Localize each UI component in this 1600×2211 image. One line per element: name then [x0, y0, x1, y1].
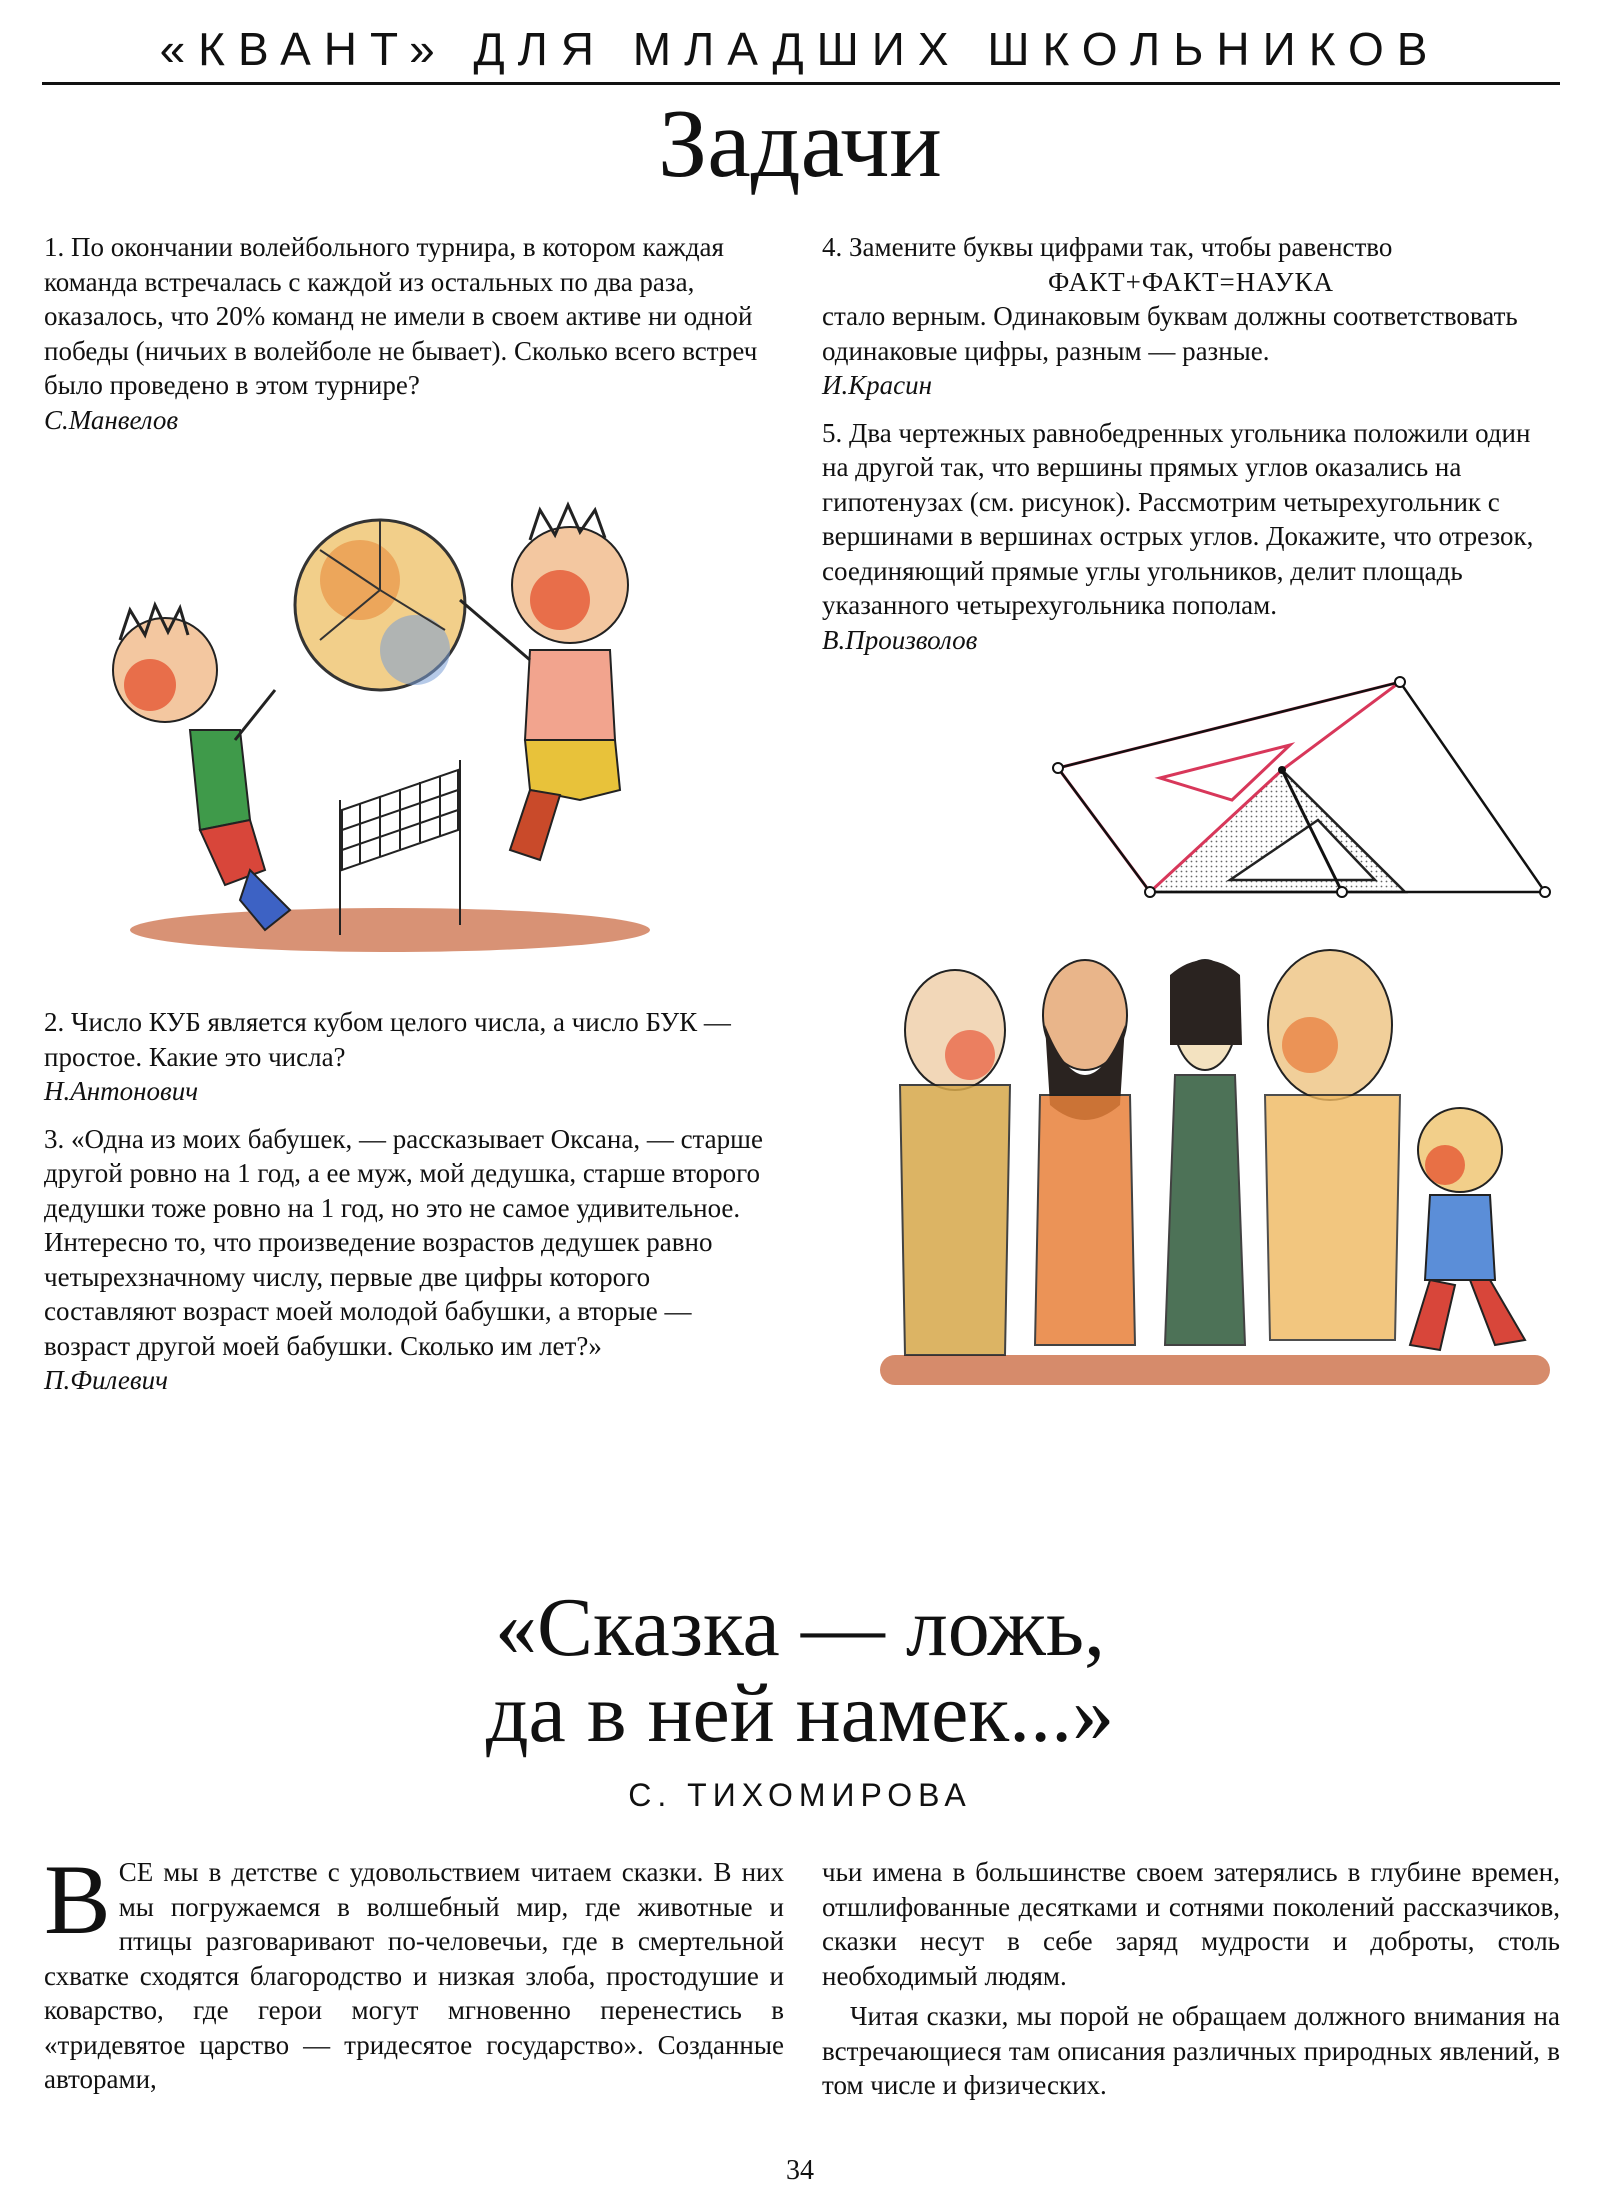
problem-2: [44, 1005, 774, 1109]
gray-set-square: [1150, 770, 1405, 892]
page-number: 34: [786, 2155, 814, 2186]
child-oksana: [1410, 1108, 1525, 1350]
article-paragraph: Читая сказки, мы порой не обращаем должного внимания на встречающиеся там описания различных природных явлений, в том числе и физических.: [822, 2001, 1560, 2100]
problem-author: П.Филевич: [44, 1365, 168, 1395]
problem-text: «Одна из моих бабушек, — рассказывает Оксана, — старше другой ровно на 1 год, а ее муж, мой дедушка, старше второго дедушки тоже ровно на 1 год, но это не самое удивительное. Интересно то, что произведение возрастов дедушек равно четырехзначному числу, первые две цифры которого составляют возраст моей молодой бабушки, а вторые — возраст другой моей бабушки. Сколько им лет?»: [44, 1123, 763, 1361]
vertex-point: [1337, 887, 1347, 897]
article-title: [0, 1581, 1600, 1760]
right-player: [460, 505, 628, 860]
problem-text: Замените буквы цифрами так, чтобы равенство: [849, 232, 1393, 262]
grandmother-2: [1165, 960, 1245, 1345]
vertex-point: [1053, 763, 1063, 773]
grandfather-2: [1265, 950, 1400, 1340]
problem-number: 1.: [44, 232, 65, 262]
family-illustration: [870, 935, 1560, 1410]
problem-number: 4.: [822, 232, 843, 262]
article-column-left: [44, 1844, 784, 2103]
article-paragraph: СЕ мы в детстве с удовольствием читаем сказки. В них мы погружаемся в волшебный мир, где животные и птицы разговаривают по-человечьи, где в смертельной схватке сходятся благородство и низкая злоба, простодушие и коварство, где герои могут мгновенно перенестись в «тридевятое царство — тридесятое государство». Созданные авторами,: [44, 1857, 784, 2094]
header-rule: [42, 82, 1560, 85]
drop-cap: В: [44, 1844, 111, 1955]
problems-2-3: [44, 1005, 774, 1411]
problem-author: Н.Антонович: [44, 1076, 199, 1106]
equation: ФАКТ+ФАКТ=НАУКА: [1048, 266, 1334, 297]
problem-author: И.Красин: [822, 370, 933, 400]
section-title: Задачи: [658, 90, 942, 198]
problem-author: В.Произволов: [822, 624, 978, 655]
running-header: «КВАНТ» ДЛЯ МЛАДШИХ ШКОЛЬНИКОВ: [159, 23, 1441, 75]
problem-text: Два чертежных равнобедренных угольника положили один на другой так, что вершины прямых углов оказались на гипотенузах (см. рисунок). Рассмотрим четырехугольник с вершинами в вершинах острых углов. Докажите, что отрезок, соединяющий прямые углы угольников, делит площадь указанного четырехугольника пополам.: [822, 417, 1534, 620]
article-column-right: [822, 1855, 1560, 2109]
article-author: С. ТИХОМИРОВА: [628, 1777, 972, 1813]
grandmother-1: [900, 970, 1010, 1355]
vertex-point: [1145, 887, 1155, 897]
grandfather-1: [1035, 960, 1135, 1345]
problem-1: [44, 230, 774, 450]
problem-author: С.Манвелов: [44, 404, 179, 435]
problem-number: 3.: [44, 1123, 65, 1154]
ground-shadow: [880, 1355, 1550, 1385]
ball: [295, 520, 465, 690]
vertex-point: [1395, 677, 1405, 687]
quadrilateral: [1058, 682, 1545, 892]
problem-number: 5.: [822, 417, 843, 448]
left-player: [113, 605, 290, 930]
ground-shadow: [130, 908, 650, 952]
set-squares-diagram: [1040, 670, 1560, 910]
vertex-point: [1540, 887, 1550, 897]
article-title-line1: «Сказка — ложь,: [494, 1581, 1106, 1674]
vertex-point: [1278, 766, 1286, 774]
problem-4: [822, 230, 1560, 403]
problem-text: По окончании волейбольного турнира, в котором каждая команда встречалась с каждой из остальных по два раза, оказалось, что 20% команд не имели в своем активе ни одной победы (ничьих в волейболе не бывает). Сколько всего встреч было проведено в этом турнире?: [44, 232, 758, 400]
problem-3: [44, 1122, 774, 1398]
article-paragraph: чьи имена в большинстве своем затерялись в глубине времен, отшлифованные десятками и сотнями поколений рассказчиков, сказки несут в себе заряд мудрости и доброты, столь необходимый людям.: [822, 1857, 1560, 1991]
article-title-line2: да в ней намек...»: [485, 1667, 1115, 1760]
volleyball-illustration: [60, 490, 740, 960]
problem-text-after: стало верным. Одинаковым буквам должны соответствовать одинаковые цифры, разным — разные.: [822, 301, 1518, 366]
problems-4-5: [822, 230, 1560, 670]
problem-text: Число КУБ является кубом целого числа, а число БУК — простое. Какие это числа?: [44, 1007, 731, 1072]
problem-5: [822, 416, 1560, 658]
problem-number: 2.: [44, 1007, 65, 1037]
